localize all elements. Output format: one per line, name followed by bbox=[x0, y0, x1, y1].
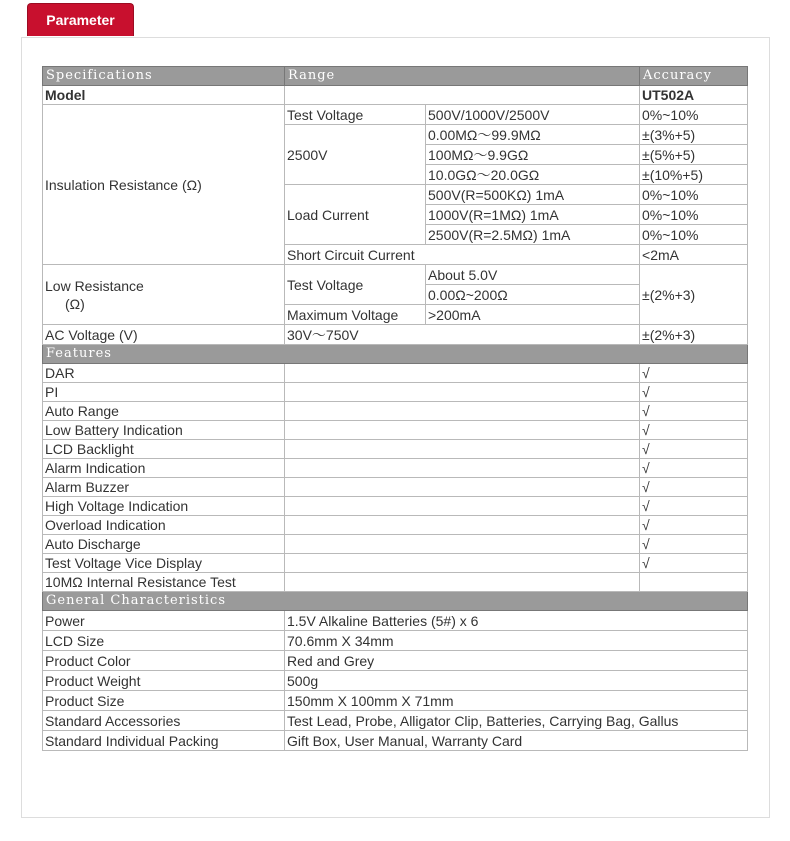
general-title: General Characteristics bbox=[43, 592, 748, 611]
table-row bbox=[43, 631, 748, 651]
feature-check: √ bbox=[640, 459, 748, 478]
ac-voltage-range: 30V～750V bbox=[285, 325, 640, 345]
general-value: 70.6mm X 34mm bbox=[285, 631, 748, 651]
feature-label: PI bbox=[43, 383, 285, 402]
feature-label: DAR bbox=[43, 364, 285, 383]
ac-voltage-accuracy: ±(2%+3) bbox=[640, 325, 748, 345]
v2500-accuracy: ±(3%+5) bbox=[640, 125, 748, 145]
insulation-label: Insulation Resistance (Ω) bbox=[43, 105, 285, 265]
load-current-range: 1000V(R=1MΩ) 1mA bbox=[426, 205, 640, 225]
table-row bbox=[43, 731, 748, 751]
v2500-accuracy: ±(10%+5) bbox=[640, 165, 748, 185]
low-resistance-label-line1: Low Resistance bbox=[45, 277, 144, 294]
general-label: Product Size bbox=[43, 691, 285, 711]
load-current-range: 500V(R=500KΩ) 1mA bbox=[426, 185, 640, 205]
feature-check: √ bbox=[640, 478, 748, 497]
general-list bbox=[43, 611, 748, 751]
table-row bbox=[43, 535, 748, 554]
insulation-test-voltage-accuracy: 0%~10% bbox=[640, 105, 748, 125]
general-value: 500g bbox=[285, 671, 748, 691]
table-row bbox=[43, 573, 748, 592]
general-value: Test Lead, Probe, Alligator Clip, Batteries, Carrying Bag, Gallus bbox=[285, 711, 748, 731]
tab-parameter[interactable]: Parameter bbox=[27, 3, 134, 36]
feature-spacer bbox=[285, 440, 640, 459]
general-value: Red and Grey bbox=[285, 651, 748, 671]
load-current-accuracy: 0%~10% bbox=[640, 205, 748, 225]
v2500-range: 10.0GΩ～20.0GΩ bbox=[426, 165, 640, 185]
features-list bbox=[43, 364, 748, 592]
table-row bbox=[43, 265, 748, 285]
general-label: Power bbox=[43, 611, 285, 631]
short-circuit-label: Short Circuit Current bbox=[285, 245, 640, 265]
feature-label: Low Battery Indication bbox=[43, 421, 285, 440]
low-res-test-voltage-label: Test Voltage bbox=[285, 265, 426, 305]
feature-label: Auto Range bbox=[43, 402, 285, 421]
low-res-accuracy: ±(2%+3) bbox=[640, 265, 748, 325]
feature-check: √ bbox=[640, 383, 748, 402]
short-circuit-accuracy: <2mA bbox=[640, 245, 748, 265]
feature-check: √ bbox=[640, 516, 748, 535]
low-res-max-voltage-label: Maximum Voltage bbox=[285, 305, 426, 325]
spec-table bbox=[42, 66, 748, 751]
feature-check: √ bbox=[640, 421, 748, 440]
feature-spacer bbox=[285, 497, 640, 516]
low-resistance-label-line2: (Ω) bbox=[65, 295, 85, 312]
feature-spacer bbox=[285, 516, 640, 535]
v2500-accuracy: ±(5%+5) bbox=[640, 145, 748, 165]
table-row bbox=[43, 611, 748, 631]
feature-check: √ bbox=[640, 535, 748, 554]
low-res-max-voltage-value: >200mA bbox=[426, 305, 640, 325]
load-current-range: 2500V(R=2.5MΩ) 1mA bbox=[426, 225, 640, 245]
feature-spacer bbox=[285, 383, 640, 402]
low-resistance-label bbox=[43, 265, 285, 325]
model-label: Model bbox=[43, 86, 285, 105]
spec-header-row bbox=[43, 67, 748, 86]
feature-spacer bbox=[285, 554, 640, 573]
header-specifications: Specifications bbox=[43, 67, 285, 86]
table-row bbox=[43, 691, 748, 711]
table-row bbox=[43, 711, 748, 731]
feature-spacer bbox=[285, 421, 640, 440]
features-title: Features bbox=[43, 345, 748, 364]
general-label: Standard Accessories bbox=[43, 711, 285, 731]
features-header-row bbox=[43, 345, 748, 364]
feature-check bbox=[640, 573, 748, 592]
feature-label: Alarm Buzzer bbox=[43, 478, 285, 497]
ac-voltage-label: AC Voltage (V) bbox=[43, 325, 285, 345]
low-res-test-voltage-value: 0.00Ω~200Ω bbox=[426, 285, 640, 305]
v2500-range: 0.00MΩ～99.9MΩ bbox=[426, 125, 640, 145]
general-value: 150mm X 100mm X 71mm bbox=[285, 691, 748, 711]
feature-label: High Voltage Indication bbox=[43, 497, 285, 516]
table-row bbox=[43, 459, 748, 478]
table-row bbox=[43, 671, 748, 691]
model-value: UT502A bbox=[640, 86, 748, 105]
table-row bbox=[43, 497, 748, 516]
feature-label: 10MΩ Internal Resistance Test bbox=[43, 573, 285, 592]
table-row bbox=[43, 364, 748, 383]
table-row bbox=[43, 402, 748, 421]
table-row bbox=[43, 516, 748, 535]
general-label: LCD Size bbox=[43, 631, 285, 651]
table-row bbox=[43, 440, 748, 459]
tab-bar bbox=[0, 0, 790, 38]
feature-check: √ bbox=[640, 440, 748, 459]
general-value: 1.5V Alkaline Batteries (5#) x 6 bbox=[285, 611, 748, 631]
table-row bbox=[43, 383, 748, 402]
feature-spacer bbox=[285, 573, 640, 592]
feature-label: Test Voltage Vice Display bbox=[43, 554, 285, 573]
general-label: Product Weight bbox=[43, 671, 285, 691]
feature-spacer bbox=[285, 535, 640, 554]
table-row bbox=[43, 421, 748, 440]
table-row bbox=[43, 554, 748, 573]
feature-spacer bbox=[285, 478, 640, 497]
table-row bbox=[43, 105, 748, 125]
table-row bbox=[43, 325, 748, 345]
load-current-accuracy: 0%~10% bbox=[640, 225, 748, 245]
insulation-test-voltage-value: 500V/1000V/2500V bbox=[426, 105, 640, 125]
feature-label: Auto Discharge bbox=[43, 535, 285, 554]
v2500-label: 2500V bbox=[285, 125, 426, 185]
load-current-accuracy: 0%~10% bbox=[640, 185, 748, 205]
feature-check: √ bbox=[640, 554, 748, 573]
insulation-test-voltage-label: Test Voltage bbox=[285, 105, 426, 125]
feature-spacer bbox=[285, 459, 640, 478]
general-label: Product Color bbox=[43, 651, 285, 671]
table-row bbox=[43, 478, 748, 497]
model-row bbox=[43, 86, 748, 105]
header-accuracy: Accuracy bbox=[640, 67, 748, 86]
general-label: Standard Individual Packing bbox=[43, 731, 285, 751]
feature-spacer bbox=[285, 364, 640, 383]
feature-spacer bbox=[285, 402, 640, 421]
feature-check: √ bbox=[640, 402, 748, 421]
low-res-test-voltage-value: About 5.0V bbox=[426, 265, 640, 285]
feature-check: √ bbox=[640, 497, 748, 516]
table-row bbox=[43, 651, 748, 671]
feature-label: Alarm Indication bbox=[43, 459, 285, 478]
model-spacer bbox=[285, 86, 640, 105]
header-range: Range bbox=[285, 67, 640, 86]
load-current-label: Load Current bbox=[285, 185, 426, 245]
v2500-range: 100MΩ～9.9GΩ bbox=[426, 145, 640, 165]
general-header-row bbox=[43, 592, 748, 611]
feature-label: LCD Backlight bbox=[43, 440, 285, 459]
feature-check: √ bbox=[640, 364, 748, 383]
feature-label: Overload Indication bbox=[43, 516, 285, 535]
general-value: Gift Box, User Manual, Warranty Card bbox=[285, 731, 748, 751]
